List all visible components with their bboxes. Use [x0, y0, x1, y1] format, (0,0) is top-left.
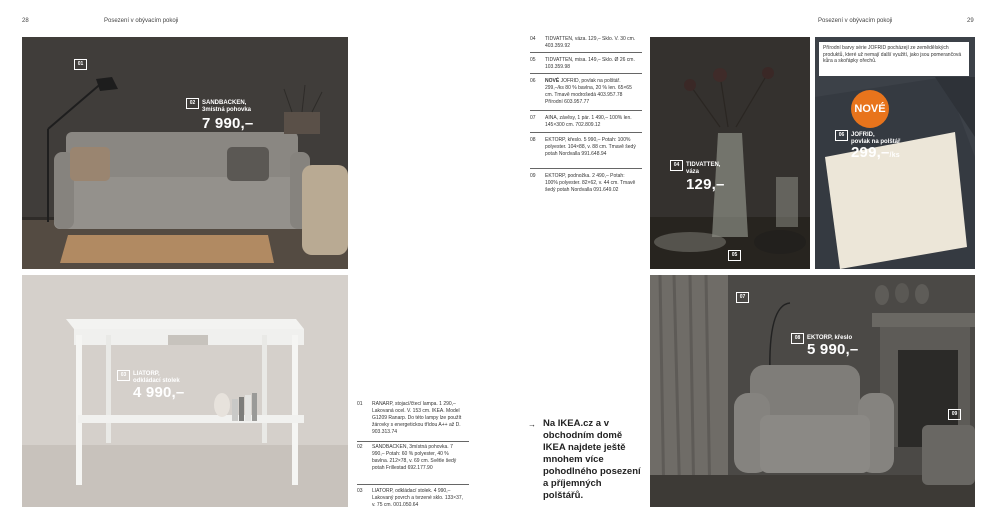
new-label: NOVÉ [545, 78, 560, 84]
console-label [133, 371, 180, 385]
list-item-number: 09 [530, 173, 536, 179]
left-page-number: 28 [22, 18, 29, 24]
list-item-number: 02 [357, 444, 363, 450]
list-item-number: 07 [530, 115, 536, 121]
vase-desc: váza [686, 169, 700, 175]
list-item-number: 04 [530, 36, 536, 42]
sofa-desc: 3místná pohovka [202, 107, 252, 113]
list-item-text: EKTORP, podnožka. 2 490,– Potah: 100% polyester. 82×62, v. 44 cm. Tmavě šedý potah Nordvalla 091.649.02 [545, 173, 636, 193]
list-item-text: AINA, závěsy, 1 pár. 1 490,– 100% len. 145×300 cm. 702.809.12 [545, 115, 632, 128]
curtain-number-tag: 07 [736, 292, 749, 303]
arrow-right-icon: → [528, 420, 536, 429]
console-price: 4 990,– [133, 384, 185, 401]
list-item-text: RANARP, stojací/čtecí lampa. 1 290,– Lakovaná ocel. V. 153 cm. IKEA. Model G1209 Ranarp. Do této lampy lze použít žárovky s energetickou třídou A++ až D. 903.313.74 [372, 401, 462, 435]
pillow-price-unit: /ks [889, 152, 900, 159]
console-name: LIATORP, [133, 371, 160, 377]
list-divider [530, 110, 642, 111]
armchair-number-tag: 08 [791, 333, 804, 344]
pillow-note-box [819, 42, 969, 76]
list-divider [357, 484, 469, 485]
list-item-text-body: JOFRID, povlak na polštář. 299,–/ks 80 % bavlna, 20 % len. 65×65 cm. Tmavě modrošedá 403.957.78 Přírodní 603.957.77 [545, 78, 632, 105]
list-item-number: 03 [357, 488, 363, 494]
armchair-label: EKTORP, křeslo [807, 335, 853, 341]
sofa-price: 7 990,– [202, 115, 254, 132]
list-item-number: 06 [530, 78, 536, 84]
sofa-number-tag: 02 [186, 98, 199, 109]
list-divider [530, 132, 642, 133]
callout-text: Na IKEA.cz a v obchodním domě IKEA najdete ještě mnohem více pohodlného posezení a příjemných polštářů. [543, 418, 641, 501]
console-scene [22, 275, 348, 507]
footstool-number-tag: 09 [948, 409, 961, 420]
vase-price: 129,– [686, 176, 725, 193]
list-item-text: TIDVATTEN, váza. 129,– Sklo. V. 30 cm. 403.359.92 [545, 36, 636, 49]
pillow-desc: povlak na polštář [851, 139, 901, 145]
console-number-tag: 03 [117, 370, 130, 381]
sofa-scene [22, 37, 348, 269]
console-desc: odkládací stolek [133, 378, 180, 384]
list-item-number: 05 [530, 57, 536, 63]
list-divider [530, 73, 642, 74]
sofa-name: SANDBACKEN, [202, 100, 247, 106]
list-divider [530, 52, 642, 53]
pillow-price-wrap [851, 144, 900, 161]
vase-scene [650, 37, 810, 269]
right-page-number: 29 [967, 18, 974, 24]
vase-number-tag: 04 [670, 160, 683, 171]
list-item-text: SANDBACKEN, 3místná pohovka. 7 990,– Potah: 60 % polyester, 40 % bavlna. 212×78, v. 69 cm. Světle šedý potah Frillestad 692.177.90 [372, 444, 457, 471]
new-badge: NOVÉ [851, 90, 889, 128]
left-running-title: Posezení v obývacím pokoji [104, 18, 179, 24]
pillow-number-tag: 06 [835, 130, 848, 141]
sofa-label [202, 100, 251, 114]
list-divider [530, 168, 642, 169]
vase-label [686, 162, 720, 176]
right-running-title: Posezení v obývacím pokoji [818, 18, 893, 24]
pillow-photo [815, 37, 975, 269]
list-item-text [545, 78, 637, 106]
sofa-photo [22, 37, 348, 269]
list-item-text: TIDVATTEN, misa. 149,– Sklo. Ø 26 cm. 103.359.98 [545, 57, 635, 70]
pillow-price: 299,– [851, 144, 890, 161]
list-item-number: 08 [530, 137, 536, 143]
list-item-number: 01 [357, 401, 363, 407]
pillow-note: Přírodní barvy série JOFRID pocházejí ze zemědělských produktů, které už nemají další využití, jako jsou pomerančová kůra a skořápky ořechů. [823, 45, 962, 64]
list-divider [357, 441, 469, 442]
lamp-number-tag: 01 [74, 59, 87, 70]
armchair-scene [650, 275, 975, 507]
bowl-number-tag: 05 [728, 250, 741, 261]
armchair-price: 5 990,– [807, 341, 859, 358]
armchair-photo [650, 275, 975, 507]
pillow-name: JOFRID, [851, 132, 875, 138]
vase-name: TIDVATTEN, [686, 162, 721, 168]
list-item-text: LIATORP, odkládací stolek. 4 990,– Lakovaný povrch a tvrzené sklo. 133×37, v. 75 cm. 001.050.64 [372, 488, 464, 508]
console-photo [22, 275, 348, 507]
list-item-text: EKTORP, křeslo. 5 990,– Potah: 100% polyester. 104×88, v. 88 cm. Tmavě šedý potah Nordvalla 991.648.94 [545, 137, 636, 157]
vase-photo [650, 37, 810, 269]
